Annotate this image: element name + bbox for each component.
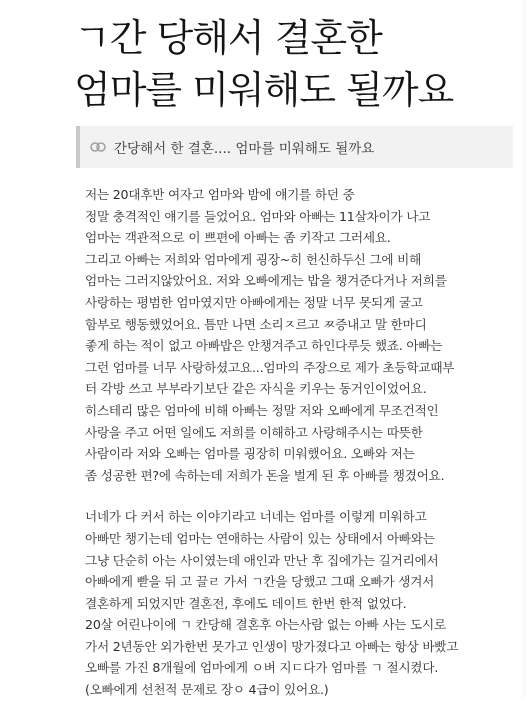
text-line: 사람이라 저와 오빠는 엄마를 굉장히 미워했어요. 오빠와 저는 (85, 446, 415, 462)
paragraph-2 (85, 506, 515, 700)
title-line-2: 엄마를 미워해도 될까요 (74, 68, 454, 112)
quoted-subtitle-text: 간당해서 한 결혼.... 엄마를 미워해도 될까요 (114, 141, 375, 157)
text-line: 그런 엄마를 너무 사랑하셨고요...엄마의 주장으로 제가 초등학교때부 (85, 359, 455, 375)
paragraph-1 (85, 184, 515, 486)
text-line: 터 각방 쓰고 부부라기보단 같은 자식을 키우는 동거인이었어요. (85, 381, 427, 397)
text-line: 가서 2년동안 외가한번 못가고 인생이 망가졌다고 아빠는 항상 바빴고 (85, 638, 459, 654)
text-line: 함부로 행동했었어요. 틈만 나면 소리ㅈ르고 ㅉ증내고 말 한마디 (85, 316, 427, 332)
text-line: 좀 성공한 편?에 속하는데 저희가 돈을 벌게 된 후 아빠를 챙겼어요. (85, 467, 445, 483)
text-line: 정말 충격적인 얘기를 들었어요. 엄마와 아빠는 11살차이가 나고 (85, 208, 431, 224)
post-title (74, 12, 453, 116)
text-line: 히스테리 많은 엄마에 비해 아빠는 정말 저와 오빠에게 무조건적인 (85, 402, 439, 418)
quoted-subtitle-box (76, 126, 513, 168)
text-line: 결혼하게 되었지만 결혼전, 후에도 데이트 한번 한적 없었다. (85, 595, 407, 611)
post-body (85, 184, 515, 701)
paragraph-gap (85, 486, 515, 506)
link-icon (90, 140, 110, 154)
text-line: (오빠에게 선천적 문제로 장ㅇ 4급이 있어요.) (85, 682, 329, 698)
text-line: 엄마는 객관적으로 이 쁘편에 아빠는 좀 키작고 그러세요. (85, 230, 391, 246)
text-line: 엄마는 그러지않았어요. 저와 오빠에게는 밥을 챙겨준다거나 저희를 (85, 273, 447, 289)
text-line: 그리고 아빠는 저희와 엄마에게 굉장~히 헌신하두신 그에 비해 (85, 251, 422, 267)
text-line: 오빠를 가진 8개월에 엄마에게 ㅇ벼 지ㄷ다가 엄마를 ㄱ 절시켰다. (85, 660, 439, 676)
text-line: 사랑을 주고 어떤 일에도 저희를 이해하고 사랑해주시는 따뜻한 (85, 424, 423, 440)
text-line: 그냥 단순히 아는 사이였는데 애인과 만난 후 집에가는 길거리에서 (85, 552, 439, 568)
text-line: 너네가 다 커서 하는 이야기라고 너네는 엄마를 이렇게 미워하고 (85, 509, 427, 525)
text-line: 사랑하는 평범한 엄마였지만 아빠에게는 정말 너무 못되게 굴고 (85, 294, 423, 310)
text-line: 아빠만 챙기는데 엄마는 연애하는 사람이 있는 상태에서 아빠와는 (85, 530, 435, 546)
text-line: 20살 어린나이에 ㄱ 칸당해 결혼후 아는사람 없는 아빠 사는 도시로 (85, 617, 446, 633)
text-line: 아빠에게 빧을 뒤 고 끌ㄹ 가서 ㄱ칸을 당했고 그때 오빠가 생겨서 (85, 574, 435, 590)
title-line-1: ㄱ간 당해서 결혼한 (74, 16, 382, 60)
scrollbar[interactable] (522, 0, 526, 697)
text-line: 저는 20대후반 여자고 엄마와 밤에 얘기를 하던 중 (85, 187, 355, 202)
text-line: 좋게 하는 적이 없고 아빠밥은 안챙겨주고 하인다루듯 했죠. 아빠는 (85, 338, 443, 354)
